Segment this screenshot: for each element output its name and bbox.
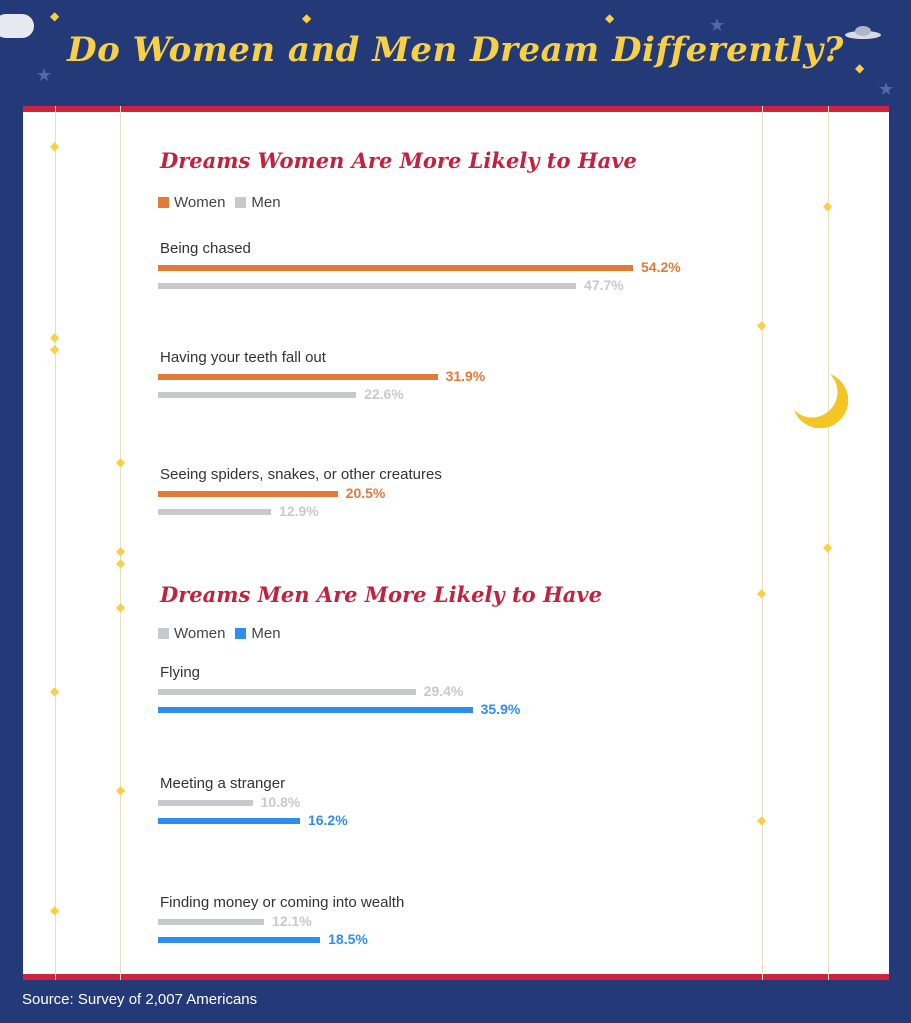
moon-icon xyxy=(790,370,852,437)
sparkle-icon: ◆ xyxy=(757,318,767,332)
star-icon: ★ xyxy=(878,79,895,99)
bar-women xyxy=(158,491,338,497)
page-title: Do Women and Men Dream Differently? xyxy=(67,30,844,70)
value-label-men: 47.7% xyxy=(584,277,624,293)
legend-men-section xyxy=(158,625,291,642)
legend-swatch-men xyxy=(235,628,246,639)
sparkle-icon: ◆ xyxy=(757,813,767,827)
star-icon: ★ xyxy=(709,15,726,35)
sparkle-icon: ◆ xyxy=(116,544,126,558)
sparkle-icon: ◆ xyxy=(116,600,126,614)
value-label-women: 29.4% xyxy=(423,683,464,699)
legend-women-section xyxy=(158,194,291,211)
bar-men xyxy=(158,818,300,824)
sparkle-icon: ◆ xyxy=(116,783,126,797)
value-label-women: 20.5% xyxy=(345,485,386,501)
sparkle-icon: ◆ xyxy=(116,556,126,570)
sparkle-icon: ◆ xyxy=(116,455,126,469)
sparkle-icon: ◆ xyxy=(50,330,60,344)
category-label: Flying xyxy=(160,664,201,681)
category-label: Finding money or coming into wealth xyxy=(160,894,405,911)
decor-line xyxy=(55,106,56,980)
category-label: Being chased xyxy=(160,240,251,257)
bar-men xyxy=(158,707,473,713)
sparkle-icon: ◆ xyxy=(757,586,767,600)
value-label-women: 10.8% xyxy=(260,794,301,810)
chart-panel xyxy=(23,106,889,980)
sparkle-icon: ◆ xyxy=(605,11,615,25)
bar-women xyxy=(158,265,633,271)
section-title-women: Dreams Women Are More Likely to Have xyxy=(160,148,637,173)
category-label: Having your teeth fall out xyxy=(160,349,326,366)
category-label: Meeting a stranger xyxy=(160,775,286,792)
source-note: Source: Survey of 2,007 Americans xyxy=(22,991,258,1008)
bar-women xyxy=(158,374,438,380)
value-label-men: 35.9% xyxy=(480,701,521,717)
bar-women xyxy=(158,689,416,695)
decor-line xyxy=(120,106,121,980)
sparkle-icon: ◆ xyxy=(50,684,60,698)
value-label-men: 18.5% xyxy=(328,931,368,947)
value-label-women: 12.1% xyxy=(272,913,312,929)
value-label-women: 31.9% xyxy=(445,368,486,384)
bar-men xyxy=(158,392,356,398)
bar-men xyxy=(158,283,576,289)
bar-women xyxy=(158,919,264,925)
decor-line xyxy=(762,106,763,980)
sparkle-icon: ◆ xyxy=(50,139,60,153)
legend-label-men: Men xyxy=(251,194,281,211)
legend-swatch-men xyxy=(235,197,246,208)
category-label: Seeing spiders, snakes, or other creatures xyxy=(160,466,442,483)
value-label-men: 22.6% xyxy=(364,386,404,402)
bar-men xyxy=(158,937,320,943)
section-title-men: Dreams Men Are More Likely to Have xyxy=(160,582,602,607)
legend-label-women: Women xyxy=(174,194,226,211)
legend-swatch-women xyxy=(158,628,169,639)
sparkle-icon: ◆ xyxy=(855,61,865,75)
legend-label-men: Men xyxy=(251,625,281,642)
bar-men xyxy=(158,509,271,515)
sparkle-icon: ◆ xyxy=(50,903,60,917)
value-label-men: 16.2% xyxy=(307,812,348,828)
value-label-men: 12.9% xyxy=(279,503,319,519)
sparkle-icon: ◆ xyxy=(302,11,312,25)
bar-women xyxy=(158,800,253,806)
legend-swatch-women xyxy=(158,197,169,208)
star-icon: ★ xyxy=(36,65,53,85)
sparkle-icon: ◆ xyxy=(50,342,60,356)
sparkle-icon: ◆ xyxy=(823,199,833,213)
legend-label-women: Women xyxy=(174,625,226,642)
sparkle-icon: ◆ xyxy=(50,9,60,23)
sparkle-icon: ◆ xyxy=(823,540,833,554)
value-label-women: 54.2% xyxy=(641,259,681,275)
